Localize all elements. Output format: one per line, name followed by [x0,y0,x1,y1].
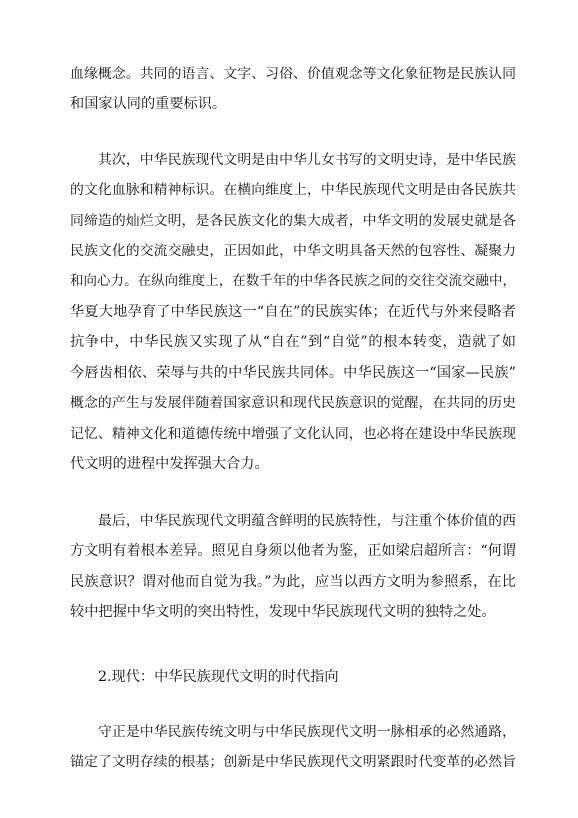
paragraph-line: 和向心力。在纵向维度上，在数千年的中华各民族之间的交往交流交融中， [70,273,516,289]
paragraph-line: 和国家认同的重要标识。 [70,96,227,113]
paragraph-line: 方文明有着根本差异。照见自身须以他者为鉴，正如梁启超所言：“何谓 [70,543,516,560]
paragraph-line: 民族意识？谓对他而自觉为我。”为此，应当以西方文明为参照系，在比 [70,573,516,590]
paragraph-line: 抗争中，中华民族又实现了从“自在”到“自觉”的根本转变，造就了如 [70,334,516,351]
paragraph-line: 概念的产生与发展伴随着国家意识和现代民族意识的觉醒，在共同的历史 [70,395,516,412]
paragraph-line: 其次，中华民族现代文明是由中华儿女书写的文明史诗，是中华民族 [98,152,516,168]
paragraph-2 [70,145,516,479]
paragraph-line: 血缘概念。共同的语言、文字、习俗、价值观念等文化象征物是民族认同 [70,66,516,82]
paragraph-line: 守正是中华民族传统文明与中华民族现代文明一脉相承的必然通路， [98,724,516,740]
paragraph-line: 华夏大地孕育了中华民族这一“自在”的民族实体；在近代与外来侵略者 [70,303,516,320]
section-heading-text: 2.现代：中华民族现代文明的时代指向 [98,669,339,685]
paragraph-line: 最后，中华民族现代文明蕴含鲜明的民族特性，与注重个体价值的西 [98,513,516,529]
paragraph-line: 较中把握中华文明的突出特性，发现中华民族现代文明的独特之处。 [70,604,496,621]
paragraph-line: 今唇齿相依、荣辱与共的中华民族共同体。中华民族这一“国家—民族” [70,364,516,381]
paragraph-line: 锚定了文明存续的根基；创新是中华民族现代文明紧跟时代变革的必然旨 [70,754,516,771]
paragraph-line: 同缔造的灿烂文明，是各民族文化的集大成者，中华文明的发展史就是各 [70,212,516,229]
section-heading [70,662,516,692]
paragraph-line: 的文化血脉和精神标识。在横向维度上，中华民族现代文明是由各民族共 [70,182,516,199]
paragraph-3 [70,506,516,628]
paragraph-1 [70,59,516,120]
paragraph-line: 代文明的进程中发挥强大合力。 [70,455,269,472]
paragraph-4 [70,717,516,778]
paragraph-line: 记忆、精神文化和道德传统中增强了文化认同，也必将在建设中华民族现 [70,425,516,442]
paragraph-line: 民族文化的交流交融史，正因如此，中华文明具备天然的包容性、凝聚力 [70,243,516,260]
